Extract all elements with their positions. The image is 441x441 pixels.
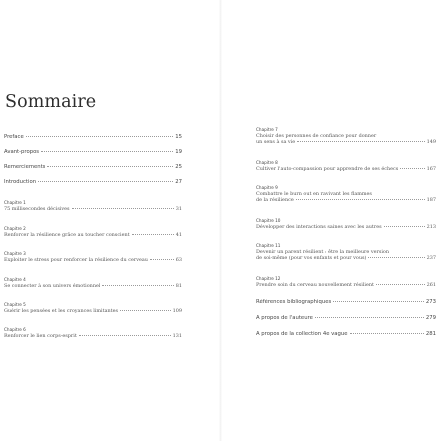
leader-dots xyxy=(79,335,171,336)
toc-label: Preface xyxy=(4,134,24,140)
chapter-title: de soi-même (pour vos enfants et pour vous) xyxy=(256,255,367,262)
chapter-title-line1: Choisir des personnes de confiance pour donner xyxy=(256,133,377,139)
toc-entry-introduction[interactable] xyxy=(4,179,182,185)
toc-entry-chapter-7[interactable] xyxy=(256,127,436,145)
toc-label: Remerciements xyxy=(4,164,46,170)
chapter-title-line1: Devenir un parent résilient : être la meilleure version xyxy=(256,249,389,255)
chapter-label: Chapitre 7 xyxy=(256,127,278,132)
toc-page-number: 167 xyxy=(426,166,436,172)
chapter-label: Chapitre 8 xyxy=(256,160,278,165)
chapter-title: Renforcer le lien corps-esprit xyxy=(4,333,77,339)
leader-dots xyxy=(102,285,173,286)
chapter-label: Chapitre 10 xyxy=(256,218,281,223)
toc-page-number: 213 xyxy=(426,224,436,230)
toc-entry-chapter-5[interactable] xyxy=(4,302,182,314)
toc-entry-chapter-6[interactable] xyxy=(4,327,182,339)
chapter-title: Exploiter le stress pour renforcer la résilience du cerveau xyxy=(4,257,148,263)
toc-page-number: 273 xyxy=(425,299,436,305)
leader-dots xyxy=(26,136,174,137)
chapter-title: Guérir les pensées et les croyances limitantes xyxy=(4,308,119,314)
left-page xyxy=(0,0,220,441)
leader-dots xyxy=(376,284,425,285)
chapter-label: Chapitre 9 xyxy=(256,185,278,190)
toc-page-number: 261 xyxy=(426,282,436,288)
chapter-label: Chapitre 2 xyxy=(4,226,26,231)
chapter-title: Développer des interactions saines avec les autres xyxy=(256,224,382,230)
toc-entry-about-author[interactable] xyxy=(256,315,436,321)
toc-page-number: 187 xyxy=(426,197,436,204)
leader-dots xyxy=(297,141,425,142)
toc-page-number: 149 xyxy=(426,139,436,146)
leader-dots xyxy=(333,301,424,302)
leader-dots xyxy=(315,317,424,318)
toc-entry-chapter-8[interactable] xyxy=(256,160,436,172)
toc-page-number: 279 xyxy=(425,315,436,321)
toc-entry-remerciements[interactable] xyxy=(4,164,182,170)
leader-dots xyxy=(368,257,424,258)
toc-entry-chapter-11[interactable] xyxy=(256,243,436,261)
toc-page-number: 63 xyxy=(175,257,182,263)
leader-dots xyxy=(41,151,173,152)
leader-dots xyxy=(350,333,424,334)
chapter-title: Se connecter à son univers émotionnel xyxy=(4,283,101,289)
toc-entry-chapter-10[interactable] xyxy=(256,218,436,230)
chapter-title: 75 millisecondes décisives xyxy=(4,206,70,212)
toc-label: À propos de la collection 4e vague xyxy=(256,331,348,337)
chapter-title: Prendre soin du cerveau nouvellement résilient xyxy=(256,282,374,288)
page-title: Sommaire xyxy=(5,92,97,112)
leader-dots xyxy=(400,168,424,169)
toc-page-number: 237 xyxy=(426,255,436,262)
toc-label: À propos de l'auteure xyxy=(256,315,313,321)
toc-page-number: 109 xyxy=(172,308,182,314)
toc-label: Références bibliographiques xyxy=(256,299,332,305)
chapter-title: Renforcer la résilience grâce au toucher conscient xyxy=(4,232,130,238)
toc-page-number: 15 xyxy=(175,134,182,140)
toc-label: Avant-propos xyxy=(4,149,40,155)
leader-dots xyxy=(120,310,171,311)
chapter-label: Chapitre 3 xyxy=(4,251,26,256)
toc-entry-chapter-9[interactable] xyxy=(256,185,436,203)
leader-dots xyxy=(47,166,173,167)
leader-dots xyxy=(38,181,173,182)
chapter-label: Chapitre 4 xyxy=(4,277,26,282)
toc-entry-chapter-3[interactable] xyxy=(4,251,182,263)
toc-page-number: 281 xyxy=(425,331,436,337)
toc-entry-chapter-12[interactable] xyxy=(256,276,436,288)
toc-label: Introduction xyxy=(4,179,37,185)
toc-page-number: 31 xyxy=(175,206,182,212)
toc-entry-references[interactable] xyxy=(256,299,436,305)
chapter-label: Chapitre 5 xyxy=(4,302,26,307)
toc-page-number: 19 xyxy=(175,149,182,155)
leader-dots xyxy=(296,199,425,200)
leader-dots xyxy=(132,234,174,235)
leader-dots xyxy=(72,208,174,209)
toc-entry-about-collection[interactable] xyxy=(256,331,436,337)
chapter-label: Chapitre 6 xyxy=(4,327,26,332)
chapter-title: un sens à sa vie xyxy=(256,139,296,146)
toc-entry-avant-propos[interactable] xyxy=(4,149,182,155)
leader-dots xyxy=(150,259,174,260)
chapter-title-line1: Combattre le burn out en ravivant les flammes xyxy=(256,191,372,197)
chapter-label: Chapitre 1 xyxy=(4,200,26,205)
chapter-label: Chapitre 12 xyxy=(256,276,281,281)
toc-page-number: 25 xyxy=(175,164,182,170)
chapter-label: Chapitre 11 xyxy=(256,243,281,248)
chapter-title: de la résilience xyxy=(256,197,294,204)
chapter-title: Cultiver l'auto-compassion pour apprendre de ses échecs xyxy=(256,166,399,172)
right-page xyxy=(221,0,441,441)
toc-entry-chapter-1[interactable] xyxy=(4,200,182,212)
toc-page-number: 131 xyxy=(172,333,182,339)
toc-entry-chapter-4[interactable] xyxy=(4,277,182,289)
toc-page-number: 41 xyxy=(175,232,182,238)
toc-page-number: 81 xyxy=(175,283,182,289)
toc-entry-chapter-2[interactable] xyxy=(4,226,182,238)
leader-dots xyxy=(384,226,425,227)
toc-entry-preface[interactable] xyxy=(4,134,182,140)
toc-page-number: 27 xyxy=(175,179,182,185)
